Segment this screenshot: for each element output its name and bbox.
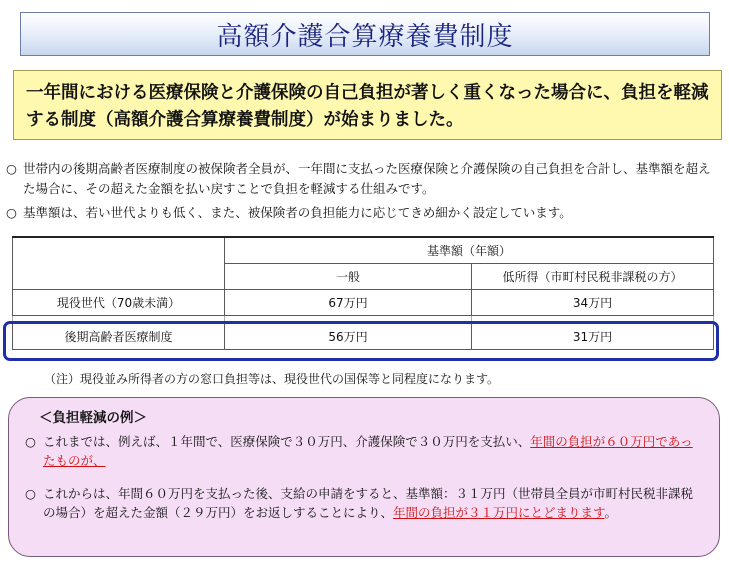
page-title: 高額介護合算療養費制度 [216,21,514,52]
table-spacer-row [13,315,714,323]
footnote: （注）現役並み所得者の方の窓口負担等は、現役世代の国保等と同程度になります。 [44,372,500,386]
example-text: これまでは、例えば、１年間で、医療保険で３０万円、介護保険で３０万円を支払い、 [43,434,531,449]
table-row [13,323,714,349]
bullet-item [6,203,722,223]
cell-low-income: 34万円 [472,289,714,315]
bullet-text: 世帯内の後期高齢者医療制度の被保険者全員が、一年間に支払った医療保険と介護保険の自己負担を合計し、基準額を超えた場合に、その超えた金額を払い戻すことで負担を軽減する仕組みです。 [23,161,711,196]
example-emphasis: 年間の負担が６０万円であったものが、 [43,434,693,468]
example-box [8,397,720,557]
table-corner-cell [13,237,225,289]
bullet-item [6,159,722,199]
spacer-cell [13,315,225,323]
cell-general: 56万円 [225,323,472,349]
bullet-mark: ○ [25,434,36,449]
spacer-cell [225,315,472,323]
row-label: 現役世代（70歳未満） [13,289,225,315]
bullet-mark: ○ [25,486,36,501]
example-text: これからは、年間６０万円を支払った後、支給の申請をすると、基準額：３１万円（世帯員全員が市町村民税非課税の場合）を超えた金額（２９万円）をお返しすることにより、 [43,486,694,520]
example-heading: ＜負担軽減の例＞ [39,410,147,426]
title-banner [20,12,710,56]
table-group-header: 基準額（年額） [225,237,714,263]
example-emphasis: 年間の負担が３１万円にとどまります [393,505,605,520]
cell-general: 67万円 [225,289,472,315]
spacer-cell [472,315,714,323]
example-item [23,432,701,470]
example-item [23,484,701,522]
bullet-mark: ○ [6,205,17,220]
column-header-low-income: 低所得（市町村民税非課税の方） [472,263,714,289]
summary-box: 一年間における医療保険と介護保険の自己負担が著しく重くなった場合に、負担を軽減する制度（高額介護合算療養費制度）が始まりました。 [13,70,722,140]
bullet-text: 基準額は、若い世代よりも低く、また、被保険者の負担能力に応じてきめ細かく設定しています。 [23,205,572,220]
column-header-general: 一般 [225,263,472,289]
bullet-mark: ○ [6,161,17,176]
cell-low-income: 31万円 [472,323,714,349]
example-text-tail: 。 [604,505,618,520]
table-row [13,289,714,315]
threshold-table [12,236,714,350]
row-label: 後期高齢者医療制度 [13,323,225,349]
